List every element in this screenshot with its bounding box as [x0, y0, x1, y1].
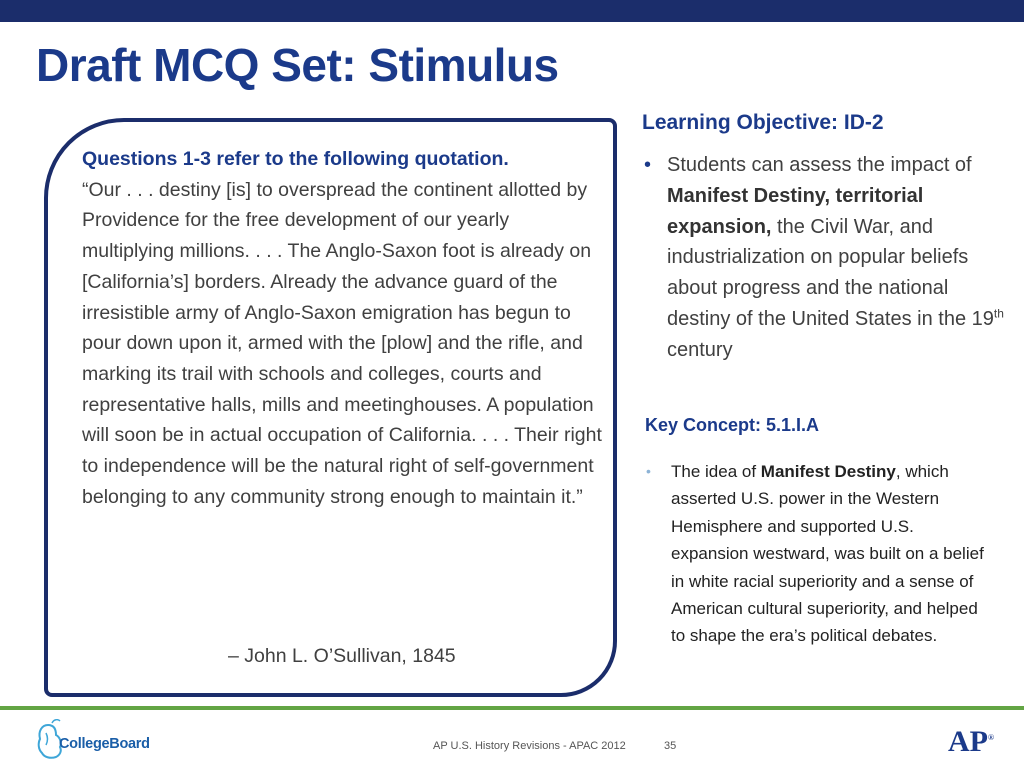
- learning-objective-item: [644, 150, 1004, 366]
- top-bar: [0, 0, 1024, 22]
- stimulus-quote-text: “Our . . . destiny [is] to overspread the continent allotted by Providence for the free development of our yearly multiplying millions. . . . The Anglo-Saxon foot is already on [California’s] borders. Already the advance guard of the irresistible army of Anglo-Saxon emigration has begun to pour down upon it, armed with the [plow] and the rifle, and marking its trail with schools and colleges, courts and representative halls, mills and meetinghouses. A population will soon be in actual occupation of California. . . . Their right to independence will be the natural right of self-government belonging to any community strong enough to maintain it.”: [82, 178, 602, 508]
- stimulus-attribution: – John L. O’Sullivan, 1845: [228, 645, 456, 667]
- key-concept-heading: Key Concept: 5.1.I.A: [645, 415, 820, 435]
- footer-divider: [0, 706, 1024, 710]
- stimulus-lead: Questions 1-3 refer to the following quotation.: [82, 148, 509, 170]
- key-concept-list: [644, 458, 994, 650]
- lo-superscript: th: [993, 306, 1004, 321]
- kc-text-1: The idea of: [671, 462, 761, 481]
- lo-text-2: the Civil War, and industrialization on popular beliefs about progress and the national destiny of the United States in the 19: [667, 215, 994, 330]
- kc-text-2: , which asserted U.S. power in the Western Hemisphere and supported U.S. expansion westward, was built on a belief in white racial superiority and a sense of American cultural superiority, and helped to shape the era’s political debates.: [671, 462, 984, 646]
- footer-text: AP U.S. History Revisions - APAC 2012: [433, 740, 626, 752]
- ap-logo: [948, 723, 994, 757]
- page-number: 35: [664, 740, 677, 752]
- learning-objective-list: [644, 150, 1004, 366]
- lo-bold: Manifest Destiny, territorial expansion,: [667, 184, 924, 238]
- bullet-icon: •: [644, 154, 652, 176]
- registered-mark: ®: [988, 733, 994, 742]
- slide-title: Draft MCQ Set: Stimulus: [36, 39, 559, 91]
- lo-text-3: century: [667, 338, 733, 361]
- lo-text-1: Students can assess the impact of: [667, 154, 972, 176]
- learning-objective-heading: Learning Objective: ID-2: [642, 111, 884, 134]
- bullet-icon: •: [646, 463, 651, 479]
- kc-bold: Manifest Destiny: [760, 462, 896, 481]
- collegeboard-logo-text: CollegeBoard: [59, 736, 150, 752]
- stimulus-quote: [82, 144, 602, 512]
- ap-logo-text: AP: [948, 725, 988, 758]
- key-concept-item: [644, 458, 994, 650]
